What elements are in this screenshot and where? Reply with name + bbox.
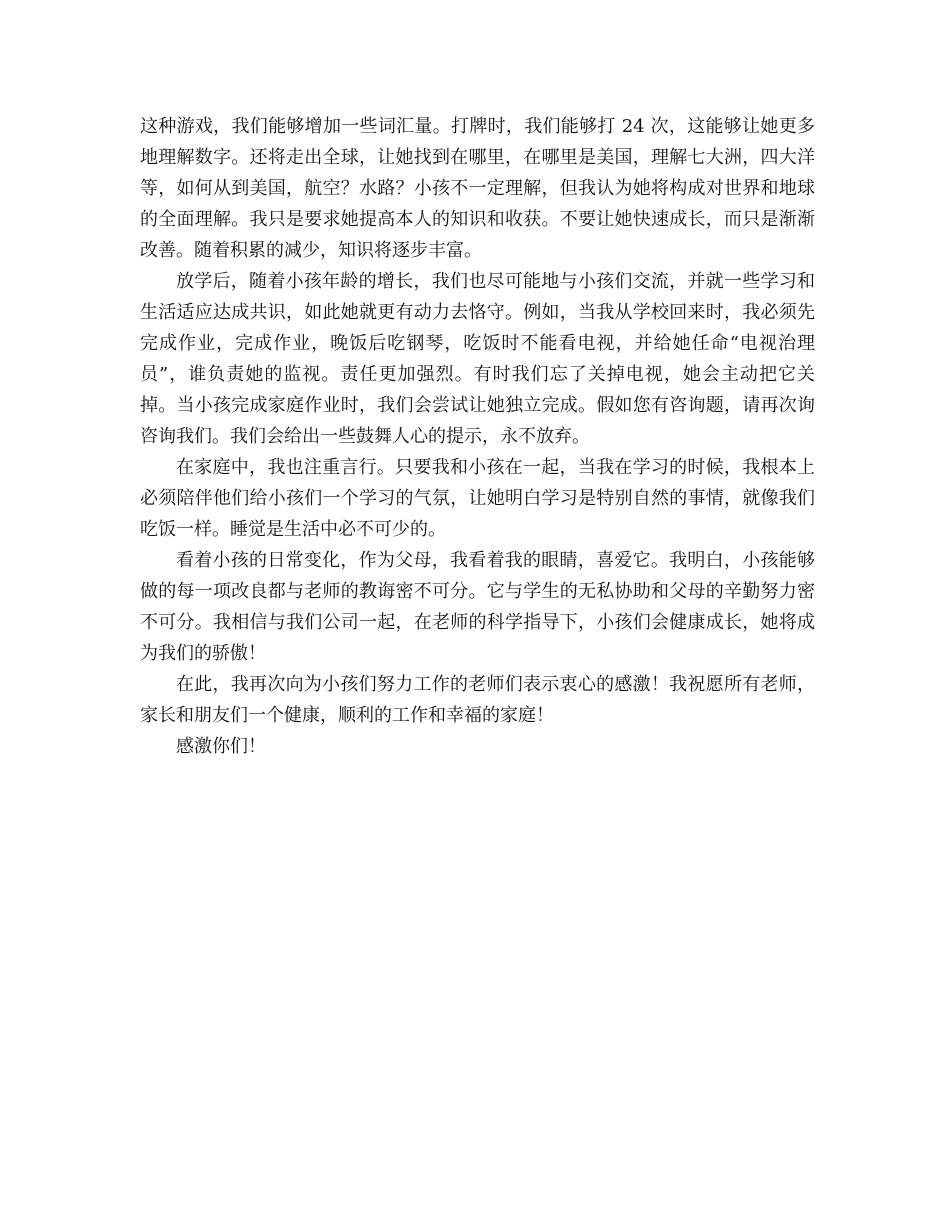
closing-line: 感激你们！ — [176, 736, 266, 757]
document-body — [140, 111, 815, 762]
paragraph-5: 在此，我再次向为小孩们努力工作的老师们表示衷心的感激！我祝愿所有老师，家长和朋友们一个健康，顺利的工作和幸福的家庭！ — [140, 674, 815, 726]
paragraph-2: 放学后，随着小孩年龄的增长，我们也尽可能地与小孩们交流，并就一些学习和生活适应达成共识，如此她就更有动力去恪守。例如，当我从学校回来时，我必须先完成作业，完成作业，晚饭后吃钢琴，吃饭时不能看电视，并给她任命“电视治理员”，谁负责她的监视。责任更加强烈。有时我们忘了关掉电视，她会主动把它关掉。当小孩完成家庭作业时，我们会尝试让她独立完成。假如您有咨询题，请再次询咨询我们。我们会给出一些鼓舞人心的提示，永不放弃。 — [140, 271, 815, 447]
paragraph-3: 在家庭中，我也注重言行。只要我和小孩在一起，当我在学习的时候，我根本上必须陪伴他们给小孩们一个学习的气氛，让她明白学习是特别自然的事情，就像我们吃饭一样。睡觉是生活中必不可少的。 — [140, 457, 815, 540]
paragraph-4: 看着小孩的日常变化，作为父母，我看着我的眼睛，喜爱它。我明白，小孩能够做的每一项改良都与老师的教诲密不可分。它与学生的无私协助和父母的辛勤努力密不可分。我相信与我们公司一起，在老师的科学指导下，小孩们会健康成长，她将成为我们的骄傲！ — [140, 550, 815, 664]
paragraph-1: 这种游戏，我们能够增加一些词汇量。打牌时，我们能够打 24 次，这能够让她更多地理解数字。还将走出全球，让她找到在哪里，在哪里是美国，理解七大洲，四大洋等，如何从到美国，航空？水路？小孩不一定理解，但我认为她将构成对世界和地球的全面理解。我只是要求她提高本人的知识和收获。不要让她快速成长，而只是渐渐改善。随着积累的减少，知识将逐步丰富。 — [140, 116, 815, 261]
